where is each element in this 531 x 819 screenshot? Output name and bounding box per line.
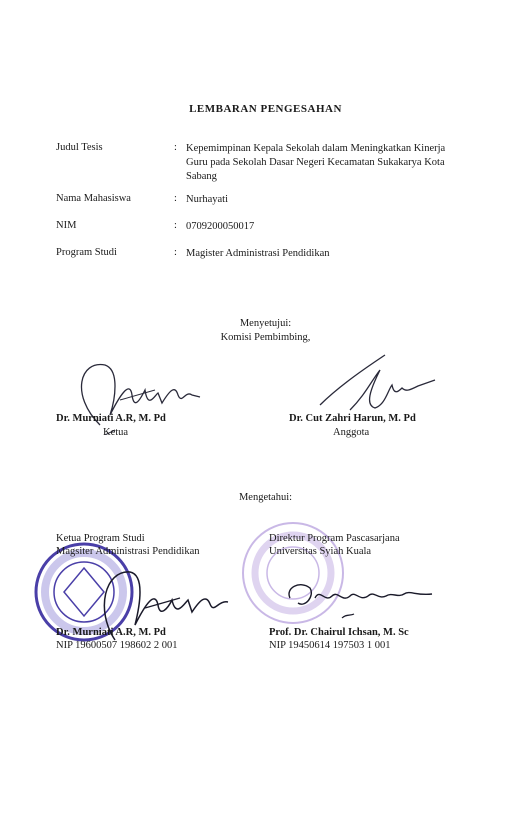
chair-role: Ketua	[103, 427, 129, 438]
field-label-program: Program Studi	[56, 247, 117, 258]
field-value-nim: 0709200050017	[186, 221, 255, 232]
right-title-line-2: Universitas Syiah Kuala	[269, 546, 372, 557]
member-role: Anggota	[333, 427, 370, 438]
right-title-line-1: Direktur Program Pascasarjana	[269, 533, 400, 544]
field-colon: :	[174, 247, 177, 258]
document-title: LEMBARAN PENGESAHAN	[189, 103, 342, 115]
field-colon: :	[174, 142, 177, 153]
member-name: Dr. Cut Zahri Harun, M. Pd	[289, 413, 416, 424]
right-signature	[280, 568, 440, 628]
member-signature	[310, 350, 440, 420]
chair-name: Dr. Murniati A.R, M. Pd	[56, 413, 166, 424]
field-value-student-name: Nurhayati	[186, 194, 228, 205]
left-signatory-name: Dr. Murniati A.R, M. Pd	[56, 627, 166, 638]
field-label-student-name: Nama Mahasiswa	[56, 193, 131, 204]
field-value-program: Magister Administrasi Pendidikan	[186, 248, 330, 259]
right-signatory-nip: NIP 19450614 197503 1 001	[269, 640, 391, 651]
right-signatory-name: Prof. Dr. Chairul Ichsan, M. Sc	[269, 627, 409, 638]
field-colon: :	[174, 193, 177, 204]
field-label-thesis-title: Judul Tesis	[56, 142, 103, 153]
left-signatory-nip: NIP 19600507 198602 2 001	[56, 640, 178, 651]
field-value-thesis-title: Kepemimpinan Kepala Sekolah dalam Meningkatkan Kinerja Guru pada Sekolah Dasar Negeri Kecamatan Sukakarya Kota Sabang	[186, 143, 446, 182]
field-colon: :	[174, 220, 177, 231]
approval-subheading: Komisi Pembimbing,	[220, 332, 311, 343]
left-title-line-1: Ketua Program Studi	[56, 533, 145, 544]
acknowledgement-heading: Mengetahui:	[238, 492, 293, 503]
left-title-line-2: Magsiter Administrasi Pendidikan	[56, 546, 200, 557]
field-label-nim: NIM	[56, 220, 77, 231]
approval-heading: Menyetujui:	[239, 318, 292, 329]
